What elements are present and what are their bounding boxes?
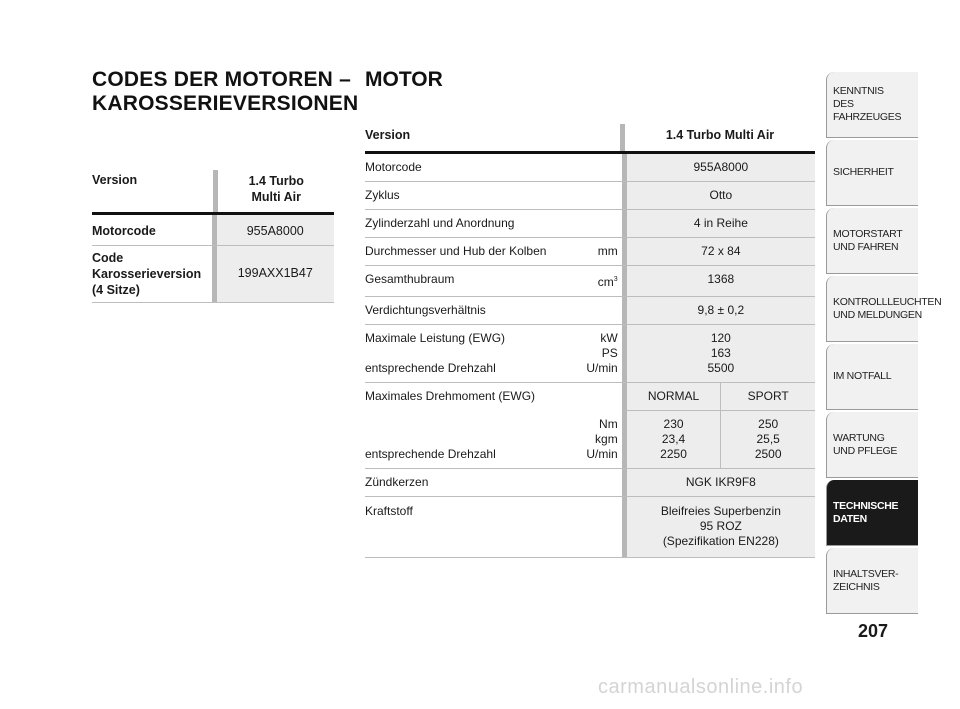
motor-spec-table [365, 124, 815, 558]
table-row [365, 469, 815, 497]
table-row-power [365, 325, 815, 383]
table-row [365, 182, 815, 210]
table-header-row [365, 124, 815, 154]
tab-sicherheit[interactable] [826, 140, 918, 206]
row-value: 955A8000 [622, 154, 815, 181]
row-label: Maximales Drehmoment (EWG) [365, 389, 536, 403]
row-unit: mm [597, 244, 618, 258]
tab-label: KONTROLLLEUCHTEN UND MELDUNGEN [833, 295, 942, 321]
value-line: 95 ROZ [699, 519, 742, 533]
title-line: KAROSSERIEVERSIONEN [92, 92, 359, 115]
row-value: 9,8 ± 0,2 [622, 297, 815, 324]
torque-normal [627, 411, 721, 468]
row-label: Zylinderzahl und Anordnung [365, 216, 515, 230]
value-line: 2500 [754, 447, 782, 461]
row-label [365, 411, 622, 468]
tab-label: MOTORSTART UND FAHREN [833, 227, 903, 253]
row-value: 1368 [622, 266, 815, 296]
tab-label: TECHNISCHE DATEN [833, 499, 899, 525]
mode-normal: NORMAL [647, 389, 700, 403]
row-value [622, 325, 815, 382]
tab-inhaltsverzeichnis[interactable] [826, 548, 918, 614]
header-version: Version [365, 128, 411, 142]
value-line: 163 [710, 346, 731, 360]
sub-line [365, 361, 618, 376]
title-line: CODES DER MOTOREN – [92, 68, 351, 91]
row-label-text: entsprechende Drehzahl [365, 361, 496, 375]
header-model: 1.4 Turbo Multi Air [620, 124, 815, 151]
table-row-torque-header [365, 383, 815, 411]
table-row [365, 210, 815, 238]
row-label: Zyklus [365, 188, 400, 202]
row-label-line: Code [92, 251, 124, 265]
tab-label: IM NOTFALL [833, 370, 892, 382]
tab-label: INHALTSVER- ZEICHNIS [833, 567, 899, 593]
tab-im-notfall[interactable] [826, 344, 918, 410]
page-number: 207 [857, 621, 889, 641]
torque-values [622, 411, 815, 468]
row-value: 72 x 84 [622, 238, 815, 265]
row-value: 199AXX1B47 [212, 246, 335, 302]
unit-superscript: 3 [613, 276, 618, 283]
value-line: 120 [710, 331, 731, 345]
row-label-line: Karosserieversion [92, 267, 202, 281]
table-row [92, 215, 334, 246]
unit-base: cm [597, 275, 614, 289]
row-label: Motorcode [365, 160, 422, 174]
row-label: Verdichtungsverhältnis [365, 303, 486, 317]
value-line: Bleifreies Superbenzin [660, 504, 781, 518]
tab-kontrollleuchten[interactable] [826, 276, 942, 342]
chapter-tabs [826, 72, 942, 616]
header-version: Version [92, 173, 138, 187]
table-header-row [92, 170, 334, 215]
row-label-line: (4 Sitze) [92, 283, 140, 297]
mode-sport: SPORT [720, 383, 815, 410]
value-line: 25,5 [756, 432, 780, 446]
row-unit [598, 272, 618, 290]
row-unit: kW [600, 331, 618, 345]
row-label-text: Gesamthubraum [365, 272, 455, 286]
torque-sport [720, 411, 815, 468]
sub-line [365, 447, 618, 462]
row-value: NGK IKR9F8 [622, 469, 815, 496]
table-row [365, 297, 815, 325]
tab-label: WARTUNG UND PFLEGE [833, 431, 898, 457]
table-row [92, 246, 334, 303]
row-value: Otto [622, 182, 815, 209]
watermark: carmanualsonline.info [598, 676, 804, 698]
row-label [365, 325, 622, 382]
value-line: 2250 [660, 447, 687, 461]
section-title-engine-codes [92, 68, 358, 116]
table-row-torque [365, 411, 815, 469]
row-label [365, 238, 622, 265]
header-model [213, 170, 334, 212]
tab-technische-daten[interactable] [826, 480, 918, 546]
row-unit: Nm [599, 417, 618, 431]
value-line: 230 [663, 417, 684, 431]
table-row [365, 497, 815, 558]
sub-line [365, 346, 618, 361]
table-row [365, 154, 815, 182]
row-value: 4 in Reihe [622, 210, 815, 237]
value-line: 23,4 [661, 432, 686, 446]
value-line: 5500 [707, 361, 735, 375]
row-unit: PS [601, 346, 618, 360]
row-label: Kraftstoff [365, 504, 413, 518]
sub-line [365, 417, 618, 432]
tab-label: KENNTNIS DES FAHRZEUGES [833, 85, 902, 123]
tab-wartung[interactable] [826, 412, 918, 478]
engine-codes-table [92, 170, 334, 303]
row-label [365, 266, 622, 296]
row-label: Motorcode [92, 224, 156, 238]
row-label-text: Durchmesser und Hub der Kolben [365, 244, 547, 258]
row-value: 955A8000 [212, 215, 335, 245]
sub-line [365, 331, 618, 346]
row-value [622, 497, 815, 557]
tab-label: SICHERHEIT [833, 166, 894, 178]
section-title-motor: MOTOR [365, 68, 443, 91]
row-label-text: entsprechende Drehzahl [365, 447, 496, 461]
table-row [365, 266, 815, 297]
row-unit: U/min [586, 361, 618, 375]
value-line: 250 [758, 417, 779, 431]
row-label: Zündkerzen [365, 475, 429, 489]
row-unit: U/min [586, 447, 618, 461]
tab-motorstart[interactable] [826, 208, 918, 274]
sub-line [365, 432, 618, 447]
row-label-text: Maximale Leistung (EWG) [365, 331, 506, 345]
header-model-line: 1.4 Turbo [248, 174, 304, 188]
tab-kenntnis[interactable] [826, 72, 918, 138]
mode-header [622, 383, 815, 411]
row-unit: kgm [595, 432, 618, 446]
header-model-line: Multi Air [251, 190, 301, 204]
table-row [365, 238, 815, 266]
row-label [92, 246, 212, 302]
value-line: (Spezifikation EN228) [662, 534, 779, 548]
